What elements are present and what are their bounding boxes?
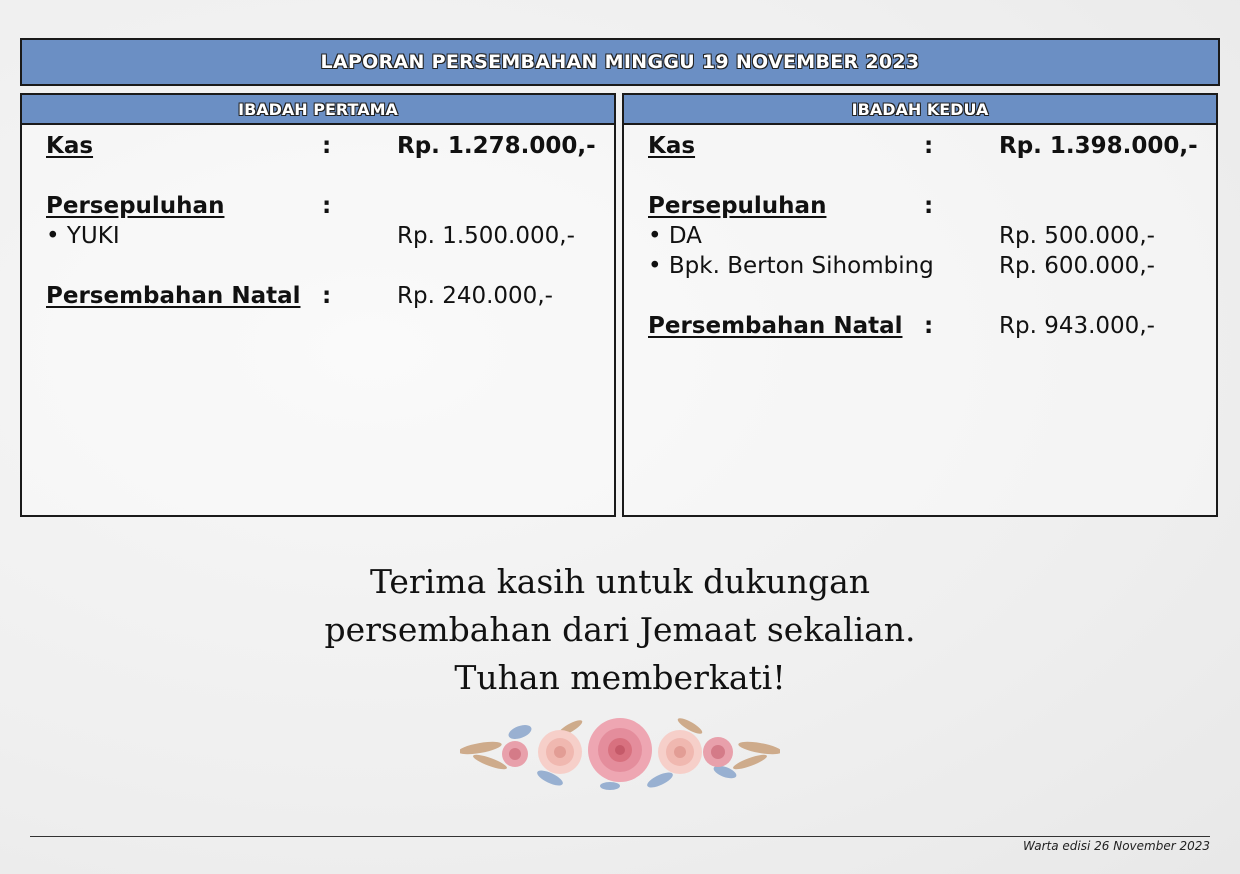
thanks-line-3: Tuhan memberkati! [454,658,786,697]
panel-header-label: IBADAH KEDUA [851,99,989,119]
donor-amount: Rp. 1.500.000,- [397,223,575,249]
thanks-line-2: persembahan dari Jemaat sekalian. [324,610,916,649]
natal-value: Rp. 943.000,- [999,313,1155,339]
persepuluhan-row [22,193,614,223]
rose-icon [658,730,702,774]
rose-icon [588,718,652,782]
persepuluhan-colon: : [924,193,934,219]
list-item [624,253,1216,283]
kas-label: Kas [46,133,94,159]
persepuluhan-row [624,193,1216,223]
kas-value: Rp. 1.398.000,- [999,133,1198,159]
donor-amount: Rp. 500.000,- [999,223,1155,249]
natal-row [624,313,1216,343]
kas-label: Kas [648,133,696,159]
rose-icon [502,741,528,767]
natal-colon: : [924,313,934,339]
natal-value: Rp. 240.000,- [397,283,553,309]
kas-row [624,133,1216,163]
persepuluhan-label: Persepuluhan [648,193,827,219]
persepuluhan-colon: : [322,193,332,219]
kas-colon: : [924,133,934,159]
donor-name: • DA [648,223,702,249]
report-title: LAPORAN PERSEMBAHAN MINGGU 19 NOVEMBER 2023 [320,51,920,73]
natal-label: Persembahan Natal [46,283,301,309]
report-title-bar [20,38,1220,86]
panel-header [22,95,614,125]
natal-colon: : [322,283,332,309]
donor-name: • YUKI [46,223,120,249]
donor-name: • Bpk. Berton Sihombing [648,253,934,279]
panel-ibadah-kedua [622,93,1218,517]
panel-header [624,95,1216,125]
rose-icon [703,737,733,767]
panel-ibadah-pertama [20,93,616,517]
natal-row [22,283,614,313]
thanks-line-1: Terima kasih untuk dukungan [369,562,871,601]
panel-header-label: IBADAH PERTAMA [238,99,398,119]
thank-you-message [220,558,1020,702]
persepuluhan-label: Persepuluhan [46,193,225,219]
donor-amount: Rp. 600.000,- [999,253,1155,279]
rose-icon [538,730,582,774]
kas-value: Rp. 1.278.000,- [397,133,596,159]
footer-divider [30,836,1210,837]
footer-edition: Warta edisi 26 November 2023 [1023,839,1210,853]
natal-label: Persembahan Natal [648,313,903,339]
kas-row [22,133,614,163]
list-item [22,223,614,253]
floral-bouquet-icon [460,710,780,800]
list-item [624,223,1216,253]
kas-colon: : [322,133,332,159]
